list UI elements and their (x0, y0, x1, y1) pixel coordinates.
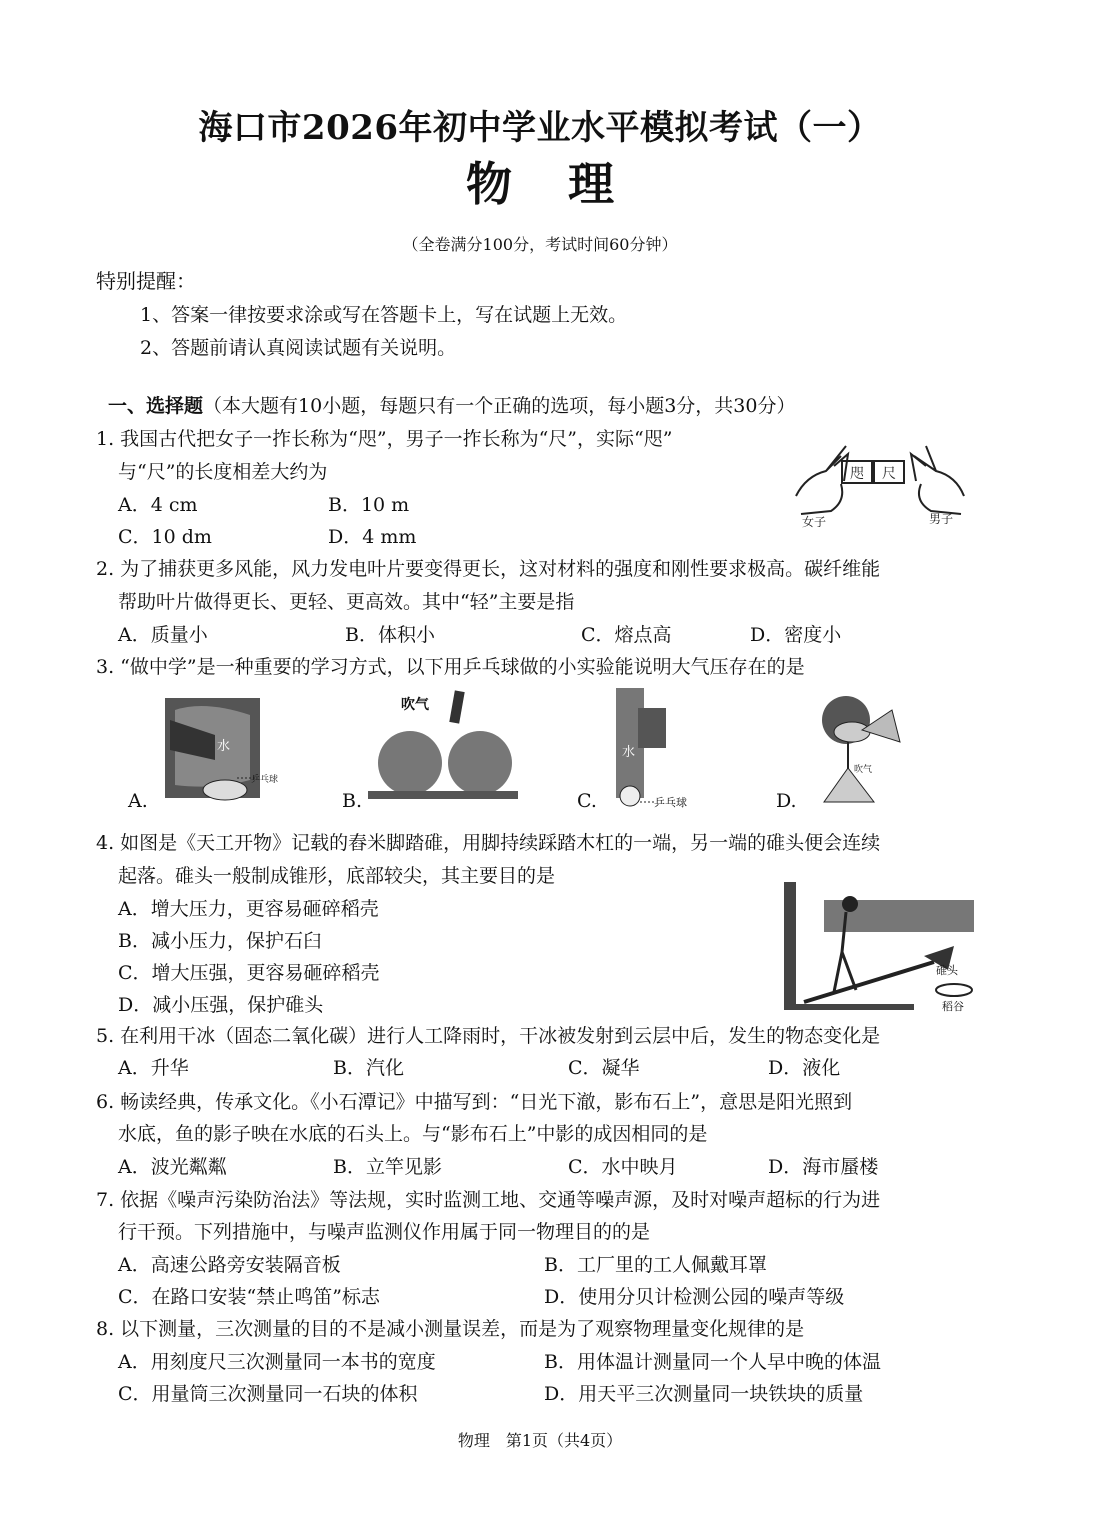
question-6-option-c: C．水中映月 (568, 1156, 678, 1178)
figure-label-rice: 稻谷 (942, 1000, 964, 1013)
question-7-stem: 行干预。下列措施中，与噪声监测仪作用属于同一物理目的的是 (118, 1221, 651, 1243)
question-6-stem: 水底，鱼的影子映在水底的石头上。与“影布石上”中影的成因相同的是 (118, 1123, 708, 1145)
question-4-option-c: C．增大压强，更容易砸碎稻壳 (118, 962, 380, 984)
question-7-option-c: C．在路口安装“禁止鸣笛”标志 (118, 1286, 380, 1308)
figure-label-hammer-head: 碓头 (936, 964, 958, 977)
figure-label-pingpong: 乒乓球 (251, 775, 279, 785)
exam-note: （全卷满分100分，考试时间60分钟） (402, 235, 678, 254)
reminder-item: 2、答题前请认真阅读试题有关说明。 (140, 337, 457, 359)
two-balls-figure (368, 685, 518, 805)
tilt-hammer-figure (784, 882, 974, 1014)
question-1-option-b: B．10 m (328, 494, 410, 516)
question-3-stem: 3. “做中学”是一种重要的学习方式，以下用乒乓球做的小实验能说明大气压存在的是 (96, 656, 805, 678)
question-2-option-b: B．体积小 (345, 624, 435, 646)
question-5-option-b: B．汽化 (333, 1057, 404, 1079)
question-1-option-c: C．10 dm (118, 526, 212, 548)
figure-label-man: 男子 (928, 512, 954, 526)
figure-label-water-2: 水 (622, 745, 636, 760)
hand-span-figure (786, 426, 976, 536)
figure-label-chi: 尺 (882, 466, 896, 482)
question-8-option-b: B．用体温计测量同一个人早中晚的体温 (544, 1351, 881, 1373)
question-8-option-c: C．用量筒三次测量同一石块的体积 (118, 1383, 418, 1405)
question-6-option-d: D．海市蜃楼 (768, 1156, 879, 1178)
question-7-option-b: B．工厂里的工人佩戴耳罩 (544, 1254, 767, 1276)
figure-label-pingpong-2: 乒乓球 (654, 796, 687, 809)
question-1-option-d: D．4 mm (328, 526, 417, 548)
question-4-stem: 4. 如图是《天工开物》记载的舂米脚踏碓，用脚持续踩踏木杠的一端，另一端的碓头便会连续 (96, 832, 881, 854)
question-2-stem: 2. 为了捕获更多风能，风力发电叶片要变得更长，这对材料的强度和刚性要求极高。碳纤维能 (96, 558, 881, 580)
question-2-option-a: A．质量小 (118, 624, 208, 646)
question-4-option-b: B．减小压力，保护石臼 (118, 930, 322, 952)
question-3-option-a: A. (128, 790, 148, 812)
question-7-option-a: A．高速公路旁安装隔音板 (118, 1254, 341, 1276)
question-4-option-d: D．减小压强，保护碓头 (118, 994, 324, 1016)
question-2-option-d: D．密度小 (750, 624, 842, 646)
question-2-stem: 帮助叶片做得更长、更轻、更高效。其中“轻”主要是指 (118, 591, 575, 613)
question-6-stem: 6. 畅读经典，传承文化。《小石潭记》中描写到：“日光下澈，影布石上”，意思是阳光照到 (96, 1091, 853, 1113)
question-6-option-b: B．立竿见影 (333, 1156, 442, 1178)
question-4-option-a: A．增大压力，更容易砸碎稻壳 (118, 898, 379, 920)
bottle-figure (608, 688, 718, 812)
question-1-stem: 1. 我国古代把女子一拃长称为“咫”，男子一拃长称为“尺”，实际“咫” (96, 428, 673, 450)
question-3-option-b: B. (342, 790, 363, 812)
exam-title: 海口市2026年初中学业水平模拟考试（一） (198, 108, 882, 148)
section-note: （本大题有10小题，每题只有一个正确的选项，每小题3分，共30分） (203, 395, 796, 417)
question-6-option-a: A．波光粼粼 (118, 1156, 227, 1178)
question-8-stem: 8. 以下测量，三次测量的目的不是减小测量误差，而是为了观察物理量变化规律的是 (96, 1318, 805, 1340)
question-7-option-d: D．使用分贝计检测公园的噪声等级 (544, 1286, 845, 1308)
figure-label-woman: 女子 (801, 515, 827, 529)
question-5-option-c: C．凝华 (568, 1057, 640, 1079)
subject-title: 物 理 (465, 157, 634, 211)
section-heading (108, 391, 795, 418)
section-title: 一、选择题 (108, 395, 204, 417)
inverted-cup-figure (155, 690, 279, 810)
question-7-stem: 7. 依据《噪声污染防治法》等法规，实时监测工地、交通等噪声源，及时对噪声超标的行为进 (96, 1189, 881, 1211)
question-3-option-c: C. (577, 790, 597, 812)
question-4-stem: 起落。碓头一般制成锥形，底部较尖，其主要目的是 (118, 865, 556, 887)
figure-label-blow: 吹气 (401, 697, 429, 713)
question-1-stem: 与“尺”的长度相差大约为 (118, 461, 328, 483)
figure-label-water: 水 (217, 739, 231, 754)
funnel-figure (802, 690, 912, 814)
question-2-option-c: C．熔点高 (581, 624, 672, 646)
question-3-option-d: D. (776, 790, 797, 812)
reminder-item: 1、答案一律按要求涂或写在答题卡上，写在试题上无效。 (140, 304, 628, 326)
question-8-option-a: A．用刻度尺三次测量同一本书的宽度 (118, 1351, 436, 1373)
question-5-stem: 5. 在利用干冰（固态二氧化碳）进行人工降雨时，干冰被发射到云层中后，发生的物态变化是 (96, 1025, 881, 1047)
figure-label-zhi: 咫 (850, 466, 864, 482)
question-1-option-a: A．4 cm (118, 494, 198, 516)
question-5-option-d: D．液化 (768, 1057, 841, 1079)
question-8-option-d: D．用天平三次测量同一块铁块的质量 (544, 1383, 864, 1405)
page-footer: 物理 第1页（共4页） (457, 1431, 623, 1450)
figure-label-blow-2: 吹气 (854, 765, 873, 775)
reminder-heading: 特别提醒： (96, 269, 196, 293)
question-5-option-a: A．升华 (118, 1057, 189, 1079)
